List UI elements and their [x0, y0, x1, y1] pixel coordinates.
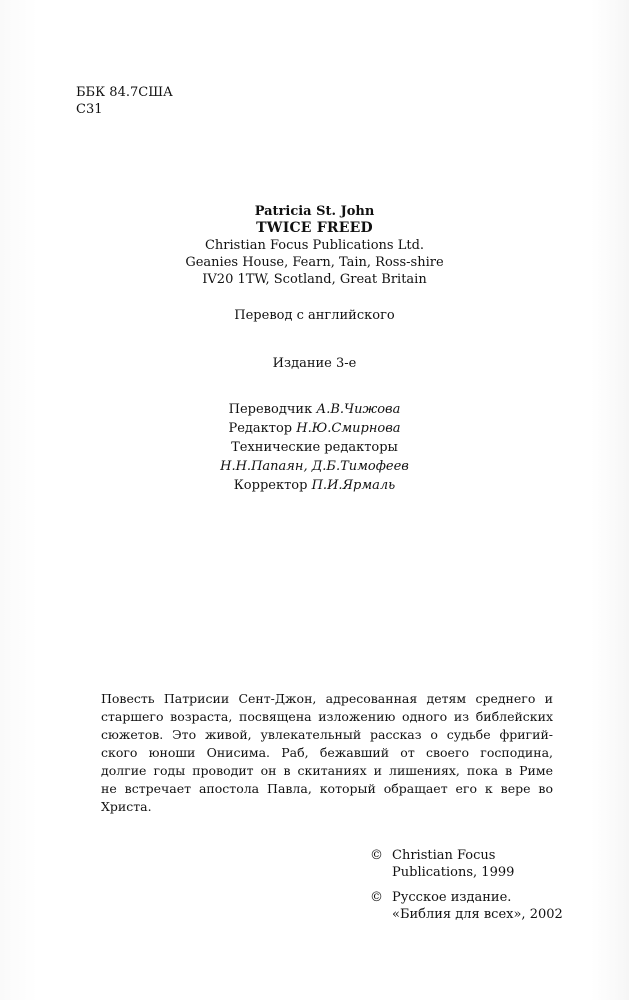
original-author: Patricia St. John — [254, 204, 375, 219]
annotation-line: старшего возраста, посвящена изложению одного из библейских — [101, 709, 553, 724]
original-publisher: Christian Focus Publications Ltd. — [204, 238, 425, 253]
annotation-line: Повесть Патрисии Сент-Джон, адресованная детям среднего и — [101, 691, 553, 706]
annotation-line: не встречает апостола Павла, который обращает его к вере во — [101, 781, 553, 796]
copyright-symbol-icon: © — [370, 848, 383, 863]
classification-block — [76, 84, 173, 118]
proofreader-credit — [0, 476, 629, 495]
credits-block — [0, 400, 629, 495]
original-copyright-line-1: Christian Focus — [392, 848, 496, 863]
editor-role: Редактор — [228, 421, 293, 436]
original-copyright-line-2: Publications, 1999 — [392, 865, 515, 880]
editor-name: Н.Ю.Смирнова — [296, 421, 401, 436]
edition-number: Издание 3-е — [272, 356, 357, 371]
proofreader-role: Корректор — [233, 478, 308, 493]
editor-credit — [0, 419, 629, 438]
russian-copyright-line-1: Русское издание. — [392, 890, 512, 905]
bbk-code: ББК 84.7США — [76, 85, 173, 100]
author-sign-code: С31 — [76, 102, 103, 117]
original-copyright — [370, 847, 563, 881]
tech-editors-names: Н.Н.Папаян, Д.Б.Тимофеев — [220, 459, 409, 474]
publisher-address-line-1: Geanies House, Fearn, Tain, Ross-shire — [185, 255, 444, 270]
proofreader-name: П.И.Ярмаль — [311, 478, 396, 493]
translator-credit — [0, 400, 629, 419]
original-title: TWICE FREED — [256, 220, 373, 236]
annotation-line: сюжетов. Это живой, увлекательный рассказ о судьбе фригий- — [101, 727, 553, 742]
annotation-line: ского юноши Онисима. Раб, бежавший от своего господина, — [101, 745, 553, 760]
original-edition-imprint — [0, 203, 629, 288]
russian-copyright — [370, 889, 563, 923]
tech-editors-role: Технические редакторы — [231, 440, 398, 455]
annotation-line: Христа. — [101, 799, 152, 814]
translator-name: А.В.Чижова — [316, 402, 401, 417]
publisher-address-line-2: IV20 1TW, Scotland, Great Britain — [202, 272, 427, 287]
translation-note: Перевод с английского — [234, 308, 395, 323]
russian-copyright-line-2: «Библия для всех», 2002 — [392, 907, 563, 922]
translator-role: Переводчик — [228, 402, 313, 417]
copyright-symbol-icon: © — [370, 890, 383, 905]
annotation-line: долгие годы проводит он в скитаниях и лишениях, пока в Риме — [101, 763, 553, 778]
book-annotation — [101, 690, 553, 816]
copyright-block — [370, 847, 563, 931]
